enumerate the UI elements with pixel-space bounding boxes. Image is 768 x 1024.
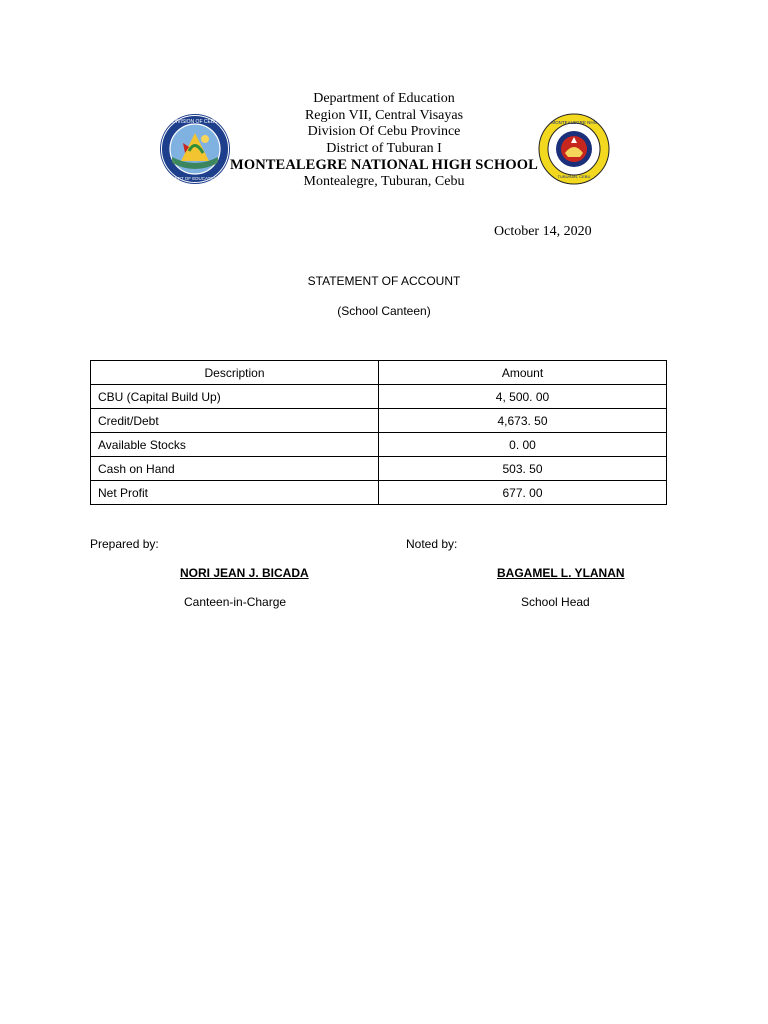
svg-text:DIVISION OF CEBU: DIVISION OF CEBU — [172, 119, 218, 125]
noter-position: School Head — [521, 595, 590, 609]
preparer-name: NORI JEAN J. BICADA — [180, 566, 309, 580]
school-address: Montealegre, Tuburan, Cebu — [303, 173, 465, 189]
table-row — [91, 409, 667, 433]
table-header-row — [91, 361, 667, 385]
svg-text:MONTEALEGRE NHS: MONTEALEGRE NHS — [551, 120, 597, 125]
table-row — [91, 385, 667, 409]
header-line-deped: Department of Education — [313, 91, 455, 106]
row-amount: 503. 50 — [379, 457, 667, 481]
table-row — [91, 433, 667, 457]
header-line-region: Region VII, Central Visayas — [304, 107, 464, 123]
svg-text:TUBURAN, CEBU: TUBURAN, CEBU — [557, 174, 591, 179]
document-date: October 14, 2020 — [494, 224, 592, 239]
noter-name: BAGAMEL L. YLANAN — [497, 566, 625, 580]
row-amount: 4, 500. 00 — [379, 385, 667, 409]
document-subtitle: (School Canteen) — [337, 304, 431, 318]
row-description: Cash on Hand — [91, 457, 379, 481]
row-amount: 4,673. 50 — [379, 409, 667, 433]
document-title: STATEMENT OF ACCOUNT — [307, 274, 461, 288]
noted-by-label: Noted by: — [406, 537, 458, 551]
row-description: Credit/Debt — [91, 409, 379, 433]
row-description: Net Profit — [91, 481, 379, 505]
school-seal-logo — [538, 113, 610, 185]
school-name: MONTEALEGRE NATIONAL HIGH SCHOOL — [230, 157, 538, 173]
preparer-position: Canteen-in-Charge — [184, 595, 287, 609]
letterhead — [0, 91, 768, 190]
header-line-district: District of Tuburan I — [326, 140, 442, 156]
column-header-description: Description — [91, 361, 379, 385]
header-line-division: Division Of Cebu Province — [307, 124, 461, 139]
row-description: Available Stocks — [91, 433, 379, 457]
column-header-amount: Amount — [379, 361, 667, 385]
division-seal-logo — [159, 113, 231, 185]
row-amount: 677. 00 — [379, 481, 667, 505]
row-amount: 0. 00 — [379, 433, 667, 457]
prepared-by-label: Prepared by: — [90, 537, 159, 551]
row-description: CBU (Capital Build Up) — [91, 385, 379, 409]
table-row — [91, 457, 667, 481]
svg-text:DEPT OF EDUCATION: DEPT OF EDUCATION — [171, 176, 219, 181]
table-row — [91, 481, 667, 505]
statement-table — [90, 360, 667, 505]
